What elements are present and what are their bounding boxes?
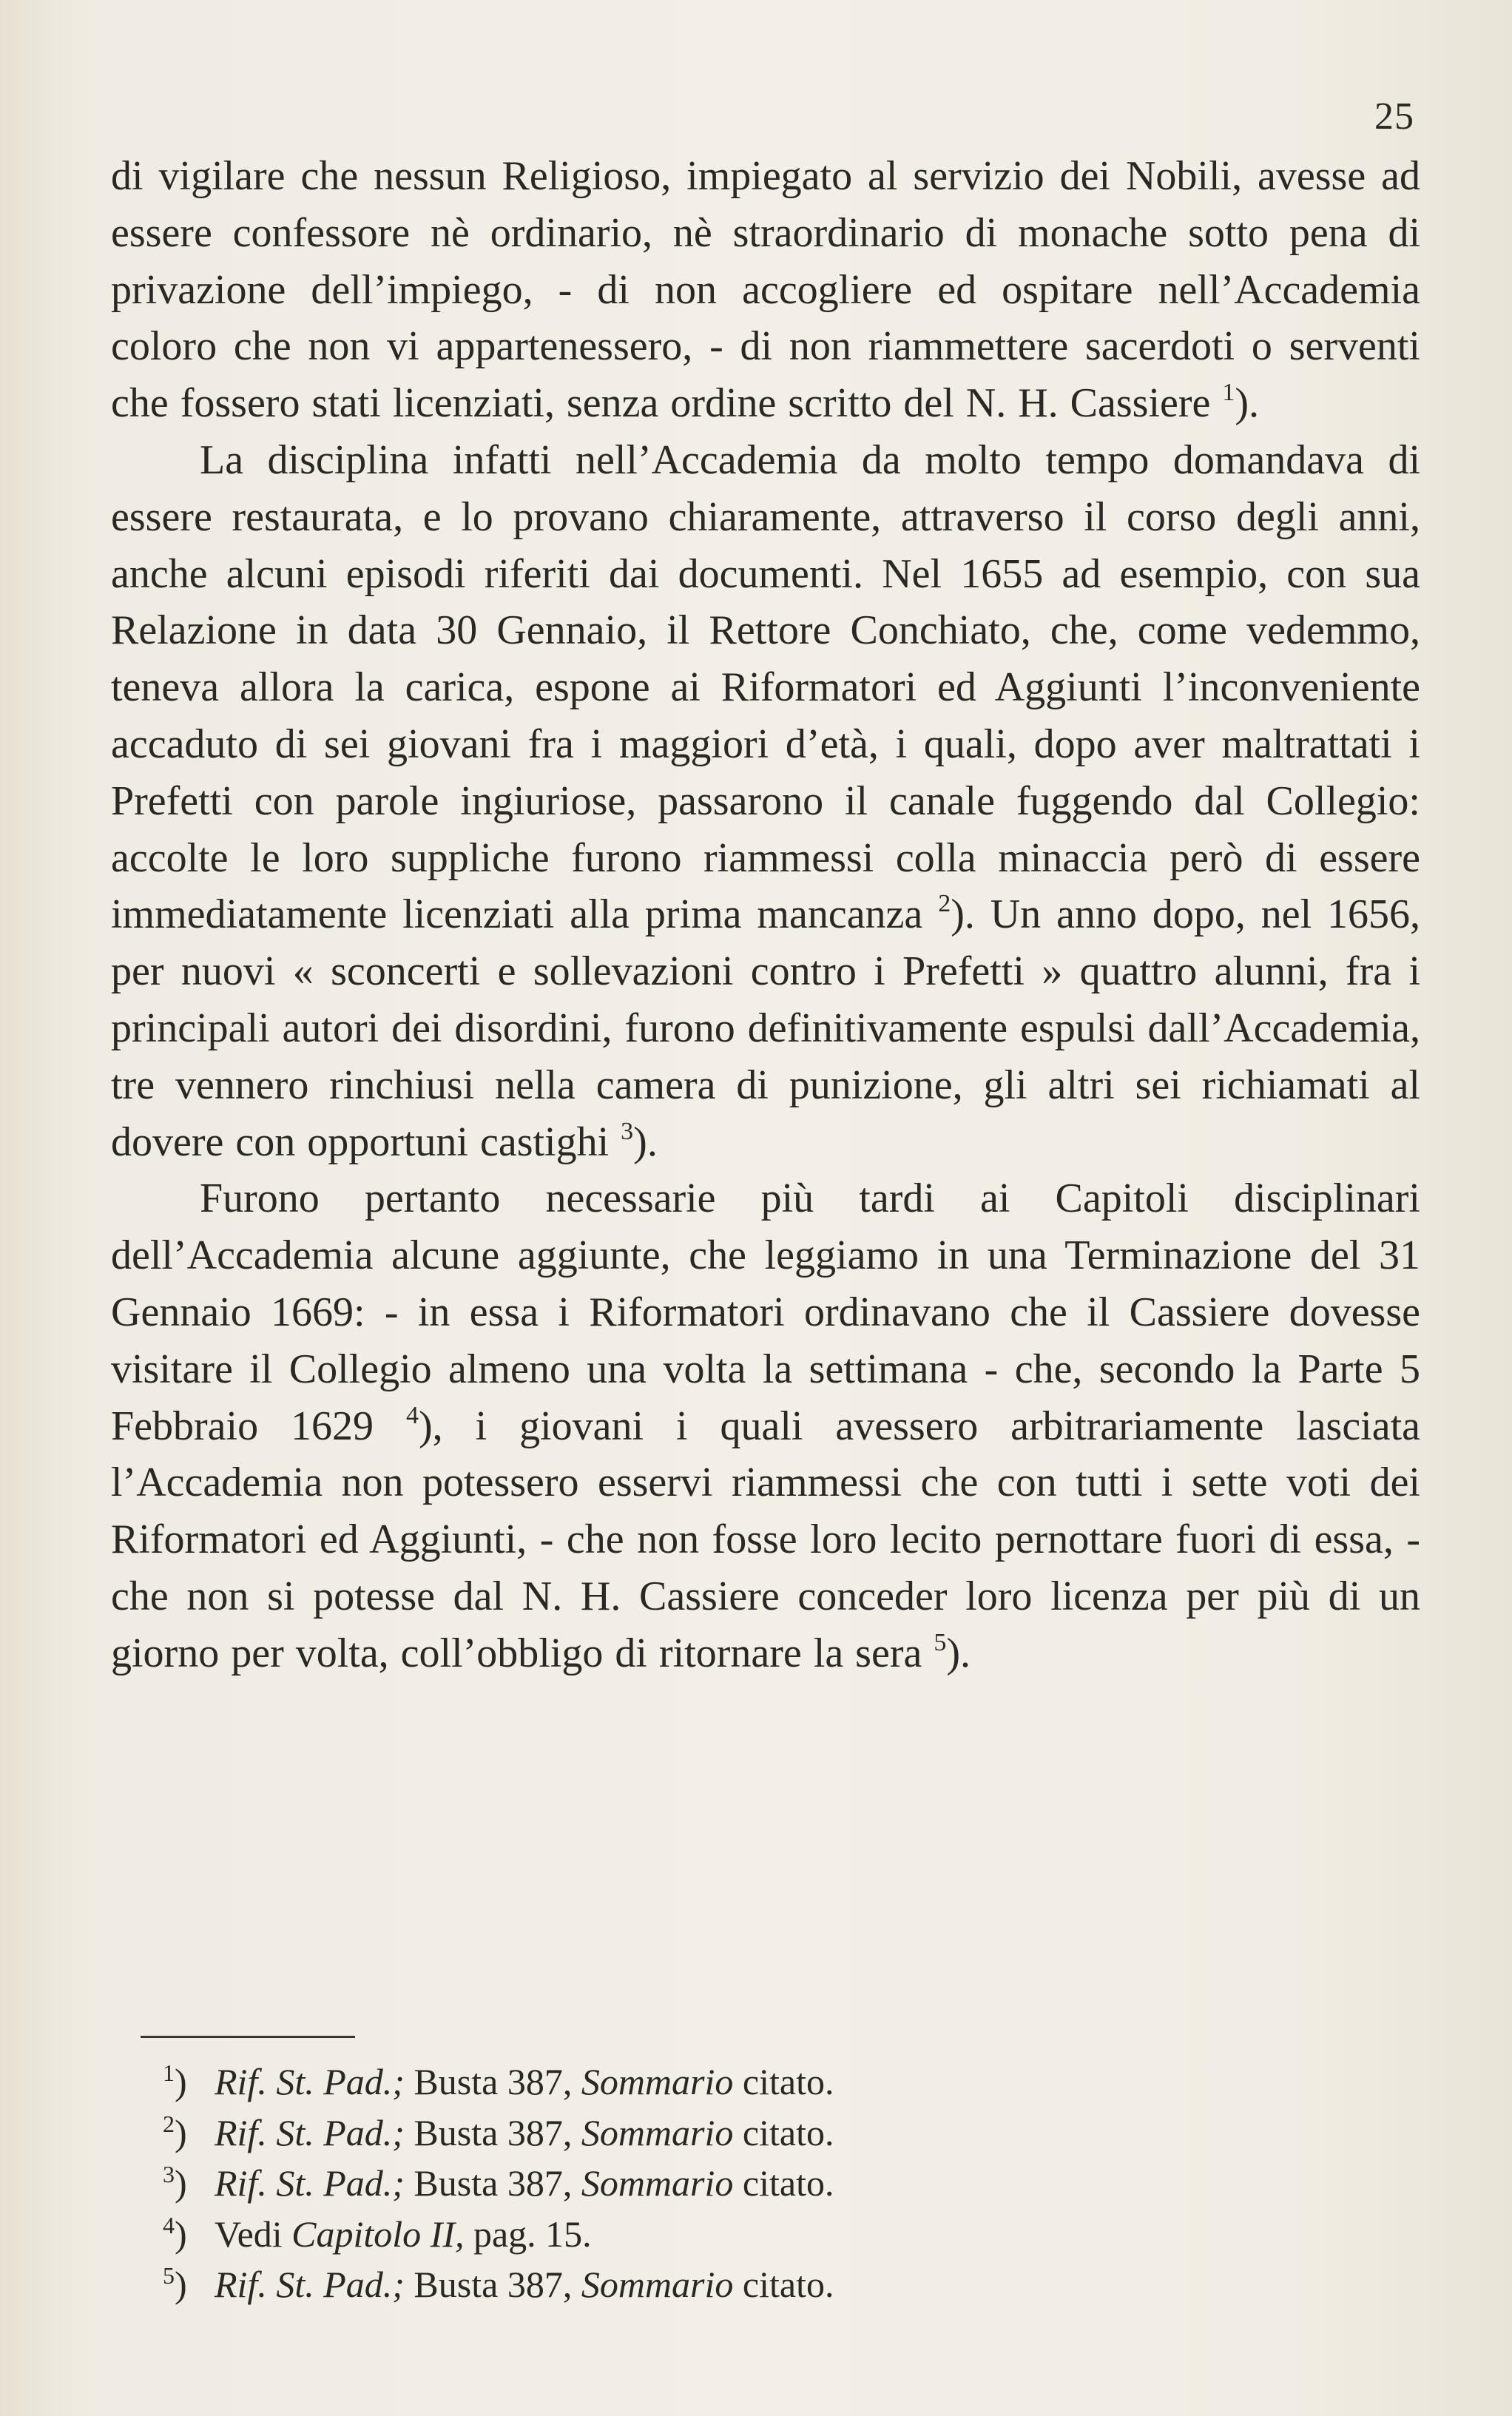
footnote-text: pag. 15. (464, 2213, 592, 2255)
footnote-mark: ) (175, 2264, 187, 2305)
paragraph-text: ). (633, 1118, 658, 1165)
paragraph-text: ). (946, 1630, 971, 1676)
footnote-ref: 2 (938, 890, 951, 918)
footnote-ref: 3 (621, 1117, 634, 1145)
footnote-3 (163, 2158, 1346, 2209)
footnote-2 (163, 2108, 1346, 2159)
footnote-number (163, 2259, 215, 2310)
paragraph-text: ), i giovani i quali avessero arbitrariamente lasciata l’Accademia non potessero esservi riammessi che con tutti i sette voti dei Riformatori ed Aggiunti, - che non fosse loro lecito pernottare fuori di essa, - che non si potesse dal N. H. Cassiere conceder loro licenza per più di un giorno per volta, coll’obbligo di ritornare la sera (111, 1403, 1421, 1676)
footnote-title: Sommario (581, 2162, 734, 2204)
footnote-text: Busta 387, (404, 2162, 581, 2204)
footnote-title: Sommario (581, 2264, 734, 2305)
footnote-index: 1 (163, 2059, 175, 2086)
footnote-ref: 4 (405, 1401, 419, 1429)
footnote-source: Rif. St. Pad.; (215, 2061, 405, 2102)
footnote-divider (141, 2036, 355, 2038)
footnote-source: Rif. St. Pad.; (215, 2111, 405, 2153)
footnote-mark: ) (175, 2111, 187, 2153)
footnote-5 (163, 2259, 1346, 2310)
footnote-ref: 5 (934, 1628, 947, 1656)
footnote-text: Busta 387, (404, 2264, 581, 2305)
main-text (111, 148, 1420, 1682)
footnote-index: 3 (163, 2161, 175, 2187)
footnote-index: 4 (163, 2211, 175, 2238)
page-number: 25 (1374, 95, 1414, 138)
footnote-source: Rif. St. Pad.; (215, 2264, 405, 2305)
footnote-text: Vedi (215, 2213, 292, 2255)
paragraph-2 (111, 432, 1420, 1170)
footnotes (163, 2056, 1346, 2310)
footnote-text: Busta 387, (404, 2061, 581, 2102)
footnote-ref: 1 (1222, 379, 1235, 407)
footnote-text: Busta 387, (404, 2111, 581, 2153)
paragraph-text: Furono pertanto necessarie più tardi ai Capitoli disciplinari dell’Accademia alcune aggiunte, che leggiamo in una Terminazione del 31 Gennaio 1669: - in essa i Riformatori ordinavano che il Cassiere dovesse visitare il Collegio almeno una volta la settimana - che, secondo la Parte 5 Febbraio 1629 (111, 1175, 1420, 1449)
paragraph-3 (111, 1170, 1420, 1681)
footnote-number (163, 2056, 215, 2108)
footnote-title: Sommario (581, 2061, 734, 2102)
footnote-text: citato. (733, 2061, 834, 2102)
footnote-mark: ) (175, 2061, 187, 2102)
footnote-1 (163, 2056, 1346, 2108)
footnote-text: citato. (733, 2162, 834, 2204)
footnote-number (163, 2158, 215, 2209)
footnote-text: citato. (733, 2111, 834, 2153)
footnote-source: Rif. St. Pad.; (215, 2162, 405, 2204)
paragraph-text: di vigilare che nessun Religioso, impiegato al servizio dei Nobili, avesse ad essere confessore nè ordinario, nè straordinario di monache sotto pena di privazione dell’impiego, - di non accogliere ed ospitare nell’Accademia coloro che non vi appartenessero, - di non riammettere sacerdoti o serventi che fossero stati licenziati, senza ordine scritto del N. H. Cassiere (111, 153, 1420, 427)
footnote-index: 5 (163, 2262, 175, 2289)
footnote-title: Capitolo II, (291, 2213, 465, 2255)
footnote-number (163, 2209, 215, 2260)
paragraph-text: ). Un anno dopo, nel 1656, per nuovi « sconcerti e sollevazioni contro i Prefetti » quattro alunni, fra i principali autori dei disordini, furono definitivamente espulsi dall’Accademia, tre vennero rinchiusi nella camera di punizione, gli altri sei richiamati al dovere con opportuni castighi (111, 891, 1421, 1165)
footnote-mark: ) (175, 2213, 187, 2255)
footnote-text: citato. (733, 2264, 834, 2305)
footnote-4 (163, 2209, 1346, 2260)
footnote-title: Sommario (581, 2111, 734, 2153)
paragraph-1 (111, 148, 1420, 432)
footnote-mark: ) (175, 2162, 187, 2204)
footnote-number (163, 2108, 215, 2159)
footnote-index: 2 (163, 2110, 175, 2137)
paragraph-text: ). (1235, 380, 1260, 427)
paragraph-text: La disciplina infatti nell’Accademia da molto tempo domandava di essere restaurata, e lo provano chiaramente, attraverso il corso degli anni, anche alcuni episodi riferiti dai documenti. Nel 1655 ad esempio, con sua Relazione in data 30 Gennaio, il Rettore Conchiato, che, come vedemmo, teneva allora la carica, espone ai Riformatori ed Aggiunti l’inconveniente accaduto di sei giovani fra i maggiori d’età, i quali, dopo aver maltrattati i Prefetti con parole ingiuriose, passarono il canale fuggendo dal Collegio: accolte le loro suppliche furono riammessi colla minaccia però di essere immediatamente licenziati alla prima mancanza (111, 436, 1420, 938)
